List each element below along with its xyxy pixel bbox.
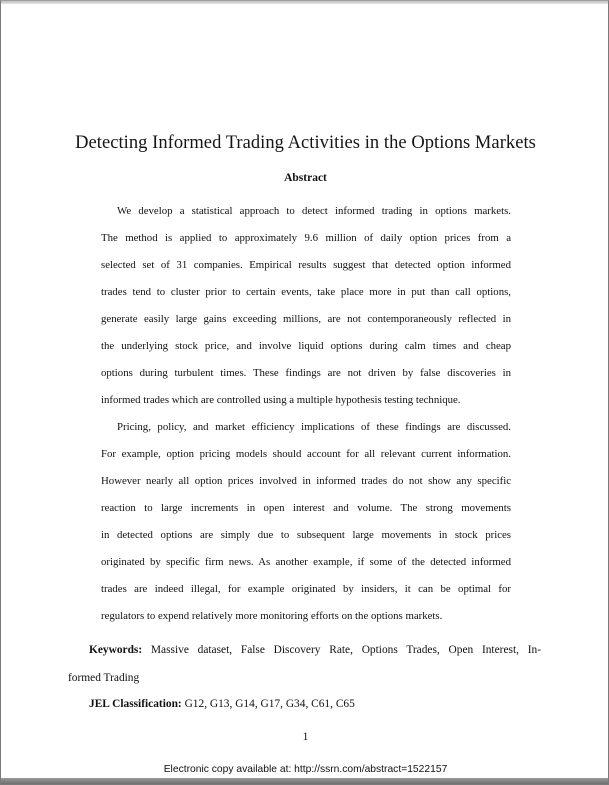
abstract-heading: Abstract (284, 172, 327, 184)
abstract-line: However nearly all option prices involved in informed trades do not show any specific (101, 475, 511, 487)
jel-label: JEL Classification: (89, 698, 182, 710)
keywords-continuation: formed Trading (68, 672, 140, 684)
abstract-line: trades tend to cluster prior to certain events, take place more in put than call options, (101, 286, 511, 298)
keywords-line (68, 636, 541, 664)
keywords-section (68, 636, 541, 692)
abstract-line: originated by specific firm news. As another example, if some of the detected informed (101, 556, 511, 568)
abstract-line: in detected options are simply due to subsequent large movements in stock prices (101, 529, 511, 541)
abstract-line: We develop a statistical approach to detect informed trading in options markets. (117, 205, 511, 217)
jel-codes: G12, G13, G14, G17, G34, C61, C65 (184, 698, 355, 710)
jel-classification (89, 695, 355, 713)
abstract-line: trades are indeed illegal, for example originated by insiders, it can be optimal for (101, 583, 511, 595)
abstract-line: For example, option pricing models should account for all relevant current information. (101, 448, 511, 460)
abstract-line: The method is applied to approximately 9.6 million of daily option prices from a (101, 232, 511, 244)
abstract-line: the underlying stock price, and involve liquid options during calm times and cheap (101, 340, 511, 352)
paper-title: Detecting Informed Trading Activities in the Options Markets (75, 133, 536, 153)
keywords-text: Massive dataset, False Discovery Rate, Options Trades, Open Interest, In- (150, 644, 541, 656)
abstract-line: regulators to expend relatively more monitoring efforts on the options markets. (101, 610, 443, 622)
abstract-line: informed trades which are controlled using a multiple hypothesis testing technique. (101, 394, 461, 406)
page-bottom-shadow (1, 778, 608, 784)
ssrn-footer: Electronic copy available at: http://ssrn.com/abstract=1522157 (163, 764, 448, 775)
page-number: 1 (302, 731, 309, 743)
abstract-line: reaction to large increments in open interest and volume. The strong movements (101, 502, 511, 514)
page-top-shadow (1, 1, 608, 4)
abstract-body (101, 198, 511, 630)
abstract-line: options during turbulent times. These findings are not driven by false discoveries in (101, 367, 511, 379)
abstract-line: generate easily large gains exceeding millions, are not contemporaneously reflected in (101, 313, 511, 325)
keywords-label: Keywords: (89, 644, 143, 656)
abstract-line: selected set of 31 companies. Empirical results suggest that detected option informed (101, 259, 511, 271)
abstract-line: Pricing, policy, and market efficiency implications of these findings are discussed. (117, 421, 511, 433)
